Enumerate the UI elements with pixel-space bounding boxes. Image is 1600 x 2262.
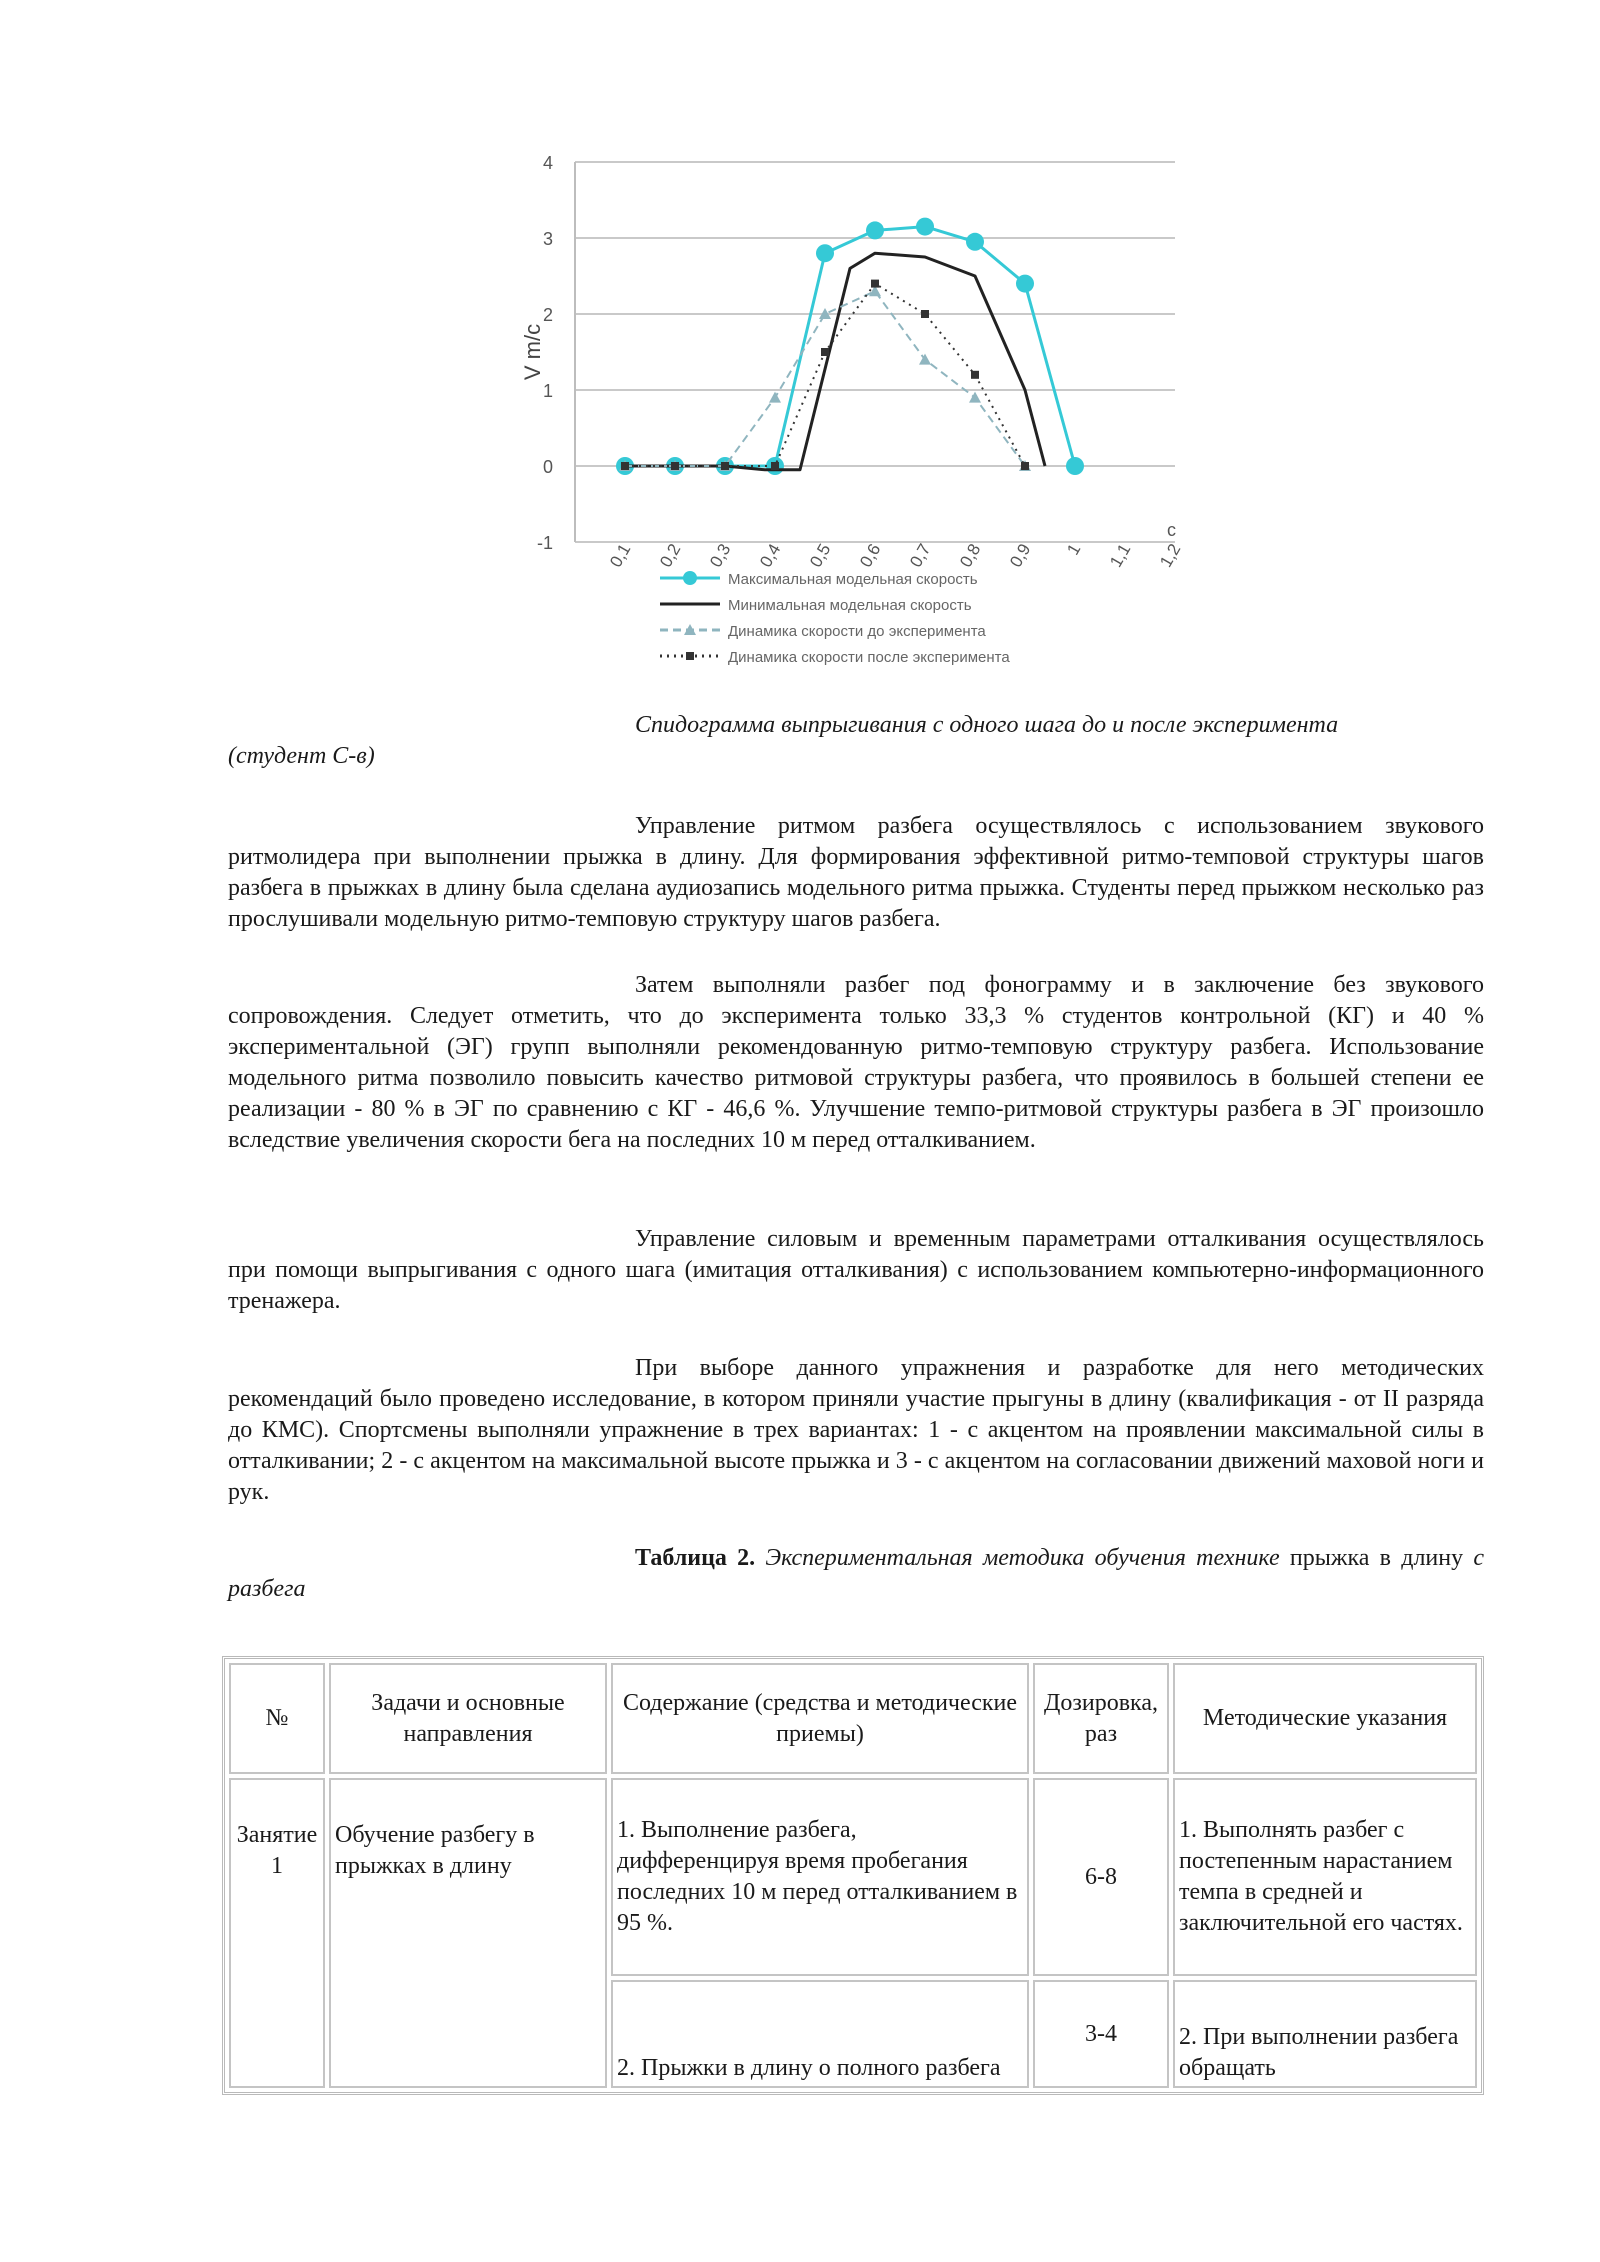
paragraph-2	[228, 970, 1484, 1156]
x-tick-label: 1,1	[1106, 540, 1135, 571]
legend-marker	[684, 624, 696, 635]
row-dosage-2: 3-4	[1033, 1980, 1169, 2088]
series-point	[721, 462, 729, 470]
series-point	[916, 218, 934, 236]
figure-caption	[228, 710, 1484, 772]
row-task: Обучение разбегу в прыжках в длину	[329, 1778, 607, 2088]
series-point	[871, 280, 879, 288]
series-point	[919, 354, 931, 365]
y-tick-label: 2	[542, 305, 553, 325]
x-axis-label: c	[1167, 520, 1176, 540]
x-tick-label: 0,9	[1006, 540, 1035, 571]
x-tick-label: 0,5	[806, 540, 835, 571]
series-point	[1021, 462, 1029, 470]
series-point	[921, 310, 929, 318]
y-tick-label: 3	[542, 229, 553, 249]
x-tick-label: 0,7	[906, 540, 935, 571]
series-point	[621, 462, 629, 470]
legend-marker	[686, 652, 694, 660]
table-title-italic2: с разбега	[228, 1545, 1485, 1602]
legend-marker	[683, 571, 697, 585]
legend-label: Динамика скорости после эксперимента	[728, 649, 1010, 666]
series-point	[969, 392, 981, 403]
row-dosage-1: 6-8	[1033, 1778, 1169, 1976]
x-tick-label: 0,4	[756, 540, 785, 571]
y-tick-label: -1	[536, 533, 553, 553]
table-row	[229, 1778, 1477, 1976]
header-content: Содержание (средства и методические приемы)	[611, 1663, 1029, 1774]
series-point	[966, 233, 984, 251]
table-title-bold: Таблица 2.	[635, 1545, 756, 1571]
row-content-2: 2. Прыжки в длину о полного разбега	[611, 1980, 1029, 2088]
header-notes: Методические указания	[1173, 1663, 1477, 1774]
series-line-1	[625, 227, 1075, 466]
caption-line-2: (студент С-в)	[228, 743, 375, 769]
paragraph-3	[228, 1224, 1484, 1317]
y-axis-label: V m/c	[520, 323, 545, 381]
row-notes-2: 2. При выполнении разбега обращать	[1173, 1980, 1477, 2088]
series-point	[816, 244, 834, 262]
series-point	[769, 392, 781, 403]
header-dosage: Дозировка, раз	[1033, 1663, 1169, 1774]
x-tick-label: 1	[1063, 540, 1085, 559]
legend-label: Минимальная модельная скорость	[728, 597, 972, 614]
paragraph-4-text: При выборе данного упражнения и разработке для него методических рекомендаций было проведено исследование, в котором приняли участие прыгуны в длину (квалификация - от II разряда до КМС). Спортсмены выполняли упражнение в трех вариантах: 1 - с акцентом на проявлении максимальной силы в отталкивании; 2 - с акцентом на максимальной высоте прыжка и 3 - с акцентом на согласовании движений маховой ноги и рук.	[228, 1355, 1484, 1505]
header-tasks: Задачи и основные направления	[329, 1663, 607, 1774]
series-point	[971, 371, 979, 379]
speedogram-chart	[520, 140, 1200, 700]
paragraph-1-text: Управление ритмом разбега осуществлялось с использованием звукового ритмолидера при выполнении прыжка в длину. Для формирования эффективной ритмо-темповой структуры шагов разбега в прыжках в длину была сделана аудиозапись модельного ритма прыжка. Студенты перед прыжком несколько раз прослушивали модельную ритмо-темповую структуру шагов разбега.	[228, 813, 1484, 932]
caption-line-1: Спидограмма выпрыгивания с одного шага до и после эксперимента	[635, 712, 1339, 738]
legend-label: Динамика скорости до эксперимента	[728, 623, 986, 640]
paragraph-1	[228, 811, 1484, 935]
y-tick-label: 1	[542, 381, 553, 401]
y-tick-label: 4	[542, 153, 553, 173]
series-line-2	[625, 253, 1045, 470]
table-title-part1: Экспериментальная	[755, 1545, 983, 1571]
paragraph-2-text: Затем выполняли разбег под фонограмму и в заключение без звукового сопровождения. Следует отметить, что до эксперимента только 33,3 % студентов контрольной (КГ) и 40 % экспериментальной (ЭГ) групп выполняли рекомендованную ритмо-темповую структуру разбега. Использование модельного ритма позволило повысить качество ритмовой структуры разбега, что проявилось в большей степени ее реализации - 80 % в ЭГ по сравнению с КГ - 46,6 %. Улучшение темпо-ритмовой структуры разбега в ЭГ произошло вследствие увеличения скорости бега на последних 10 м перед отталкиванием.	[228, 972, 1484, 1153]
table-title-part2: прыжка в длину	[1279, 1545, 1474, 1571]
row-content-1: 1. Выполнение разбега, дифференцируя время пробегания последних 10 м перед отталкиванием в 95 %.	[611, 1778, 1029, 1976]
header-num: №	[229, 1663, 325, 1774]
table-header-row	[229, 1663, 1477, 1774]
row-num: Занятие 1	[229, 1778, 325, 2088]
x-tick-label: 0,8	[956, 540, 985, 571]
paragraph-3-text: Управление силовым и временным параметрами отталкивания осуществлялось при помощи выпрыгивания с одного шага (имитация отталкивания) с использованием компьютерно-информационного тренажера.	[228, 1226, 1484, 1314]
table-title-italic1: методика обучения технике	[982, 1545, 1280, 1571]
series-point	[821, 348, 829, 356]
x-tick-label: 0,2	[656, 540, 685, 571]
x-tick-label: 0,3	[706, 540, 735, 571]
x-tick-label: 0,1	[606, 540, 635, 571]
paragraph-4	[228, 1353, 1484, 1508]
row-notes-1: 1. Выполнять разбег с постепенным нарастанием темпа в средней и заключительной его частях.	[1173, 1778, 1477, 1976]
series-point	[771, 462, 779, 470]
legend-label: Максимальная модельная скорость	[728, 571, 978, 588]
series-point	[1016, 275, 1034, 293]
x-tick-label: 0,6	[856, 540, 885, 571]
y-tick-label: 0	[542, 457, 553, 477]
chart-svg	[520, 140, 1200, 700]
series-point	[1066, 457, 1084, 475]
table-title	[228, 1543, 1484, 1605]
x-tick-label: 1,2	[1156, 540, 1185, 571]
methodology-table	[222, 1656, 1484, 2095]
series-point	[671, 462, 679, 470]
series-point	[866, 221, 884, 239]
